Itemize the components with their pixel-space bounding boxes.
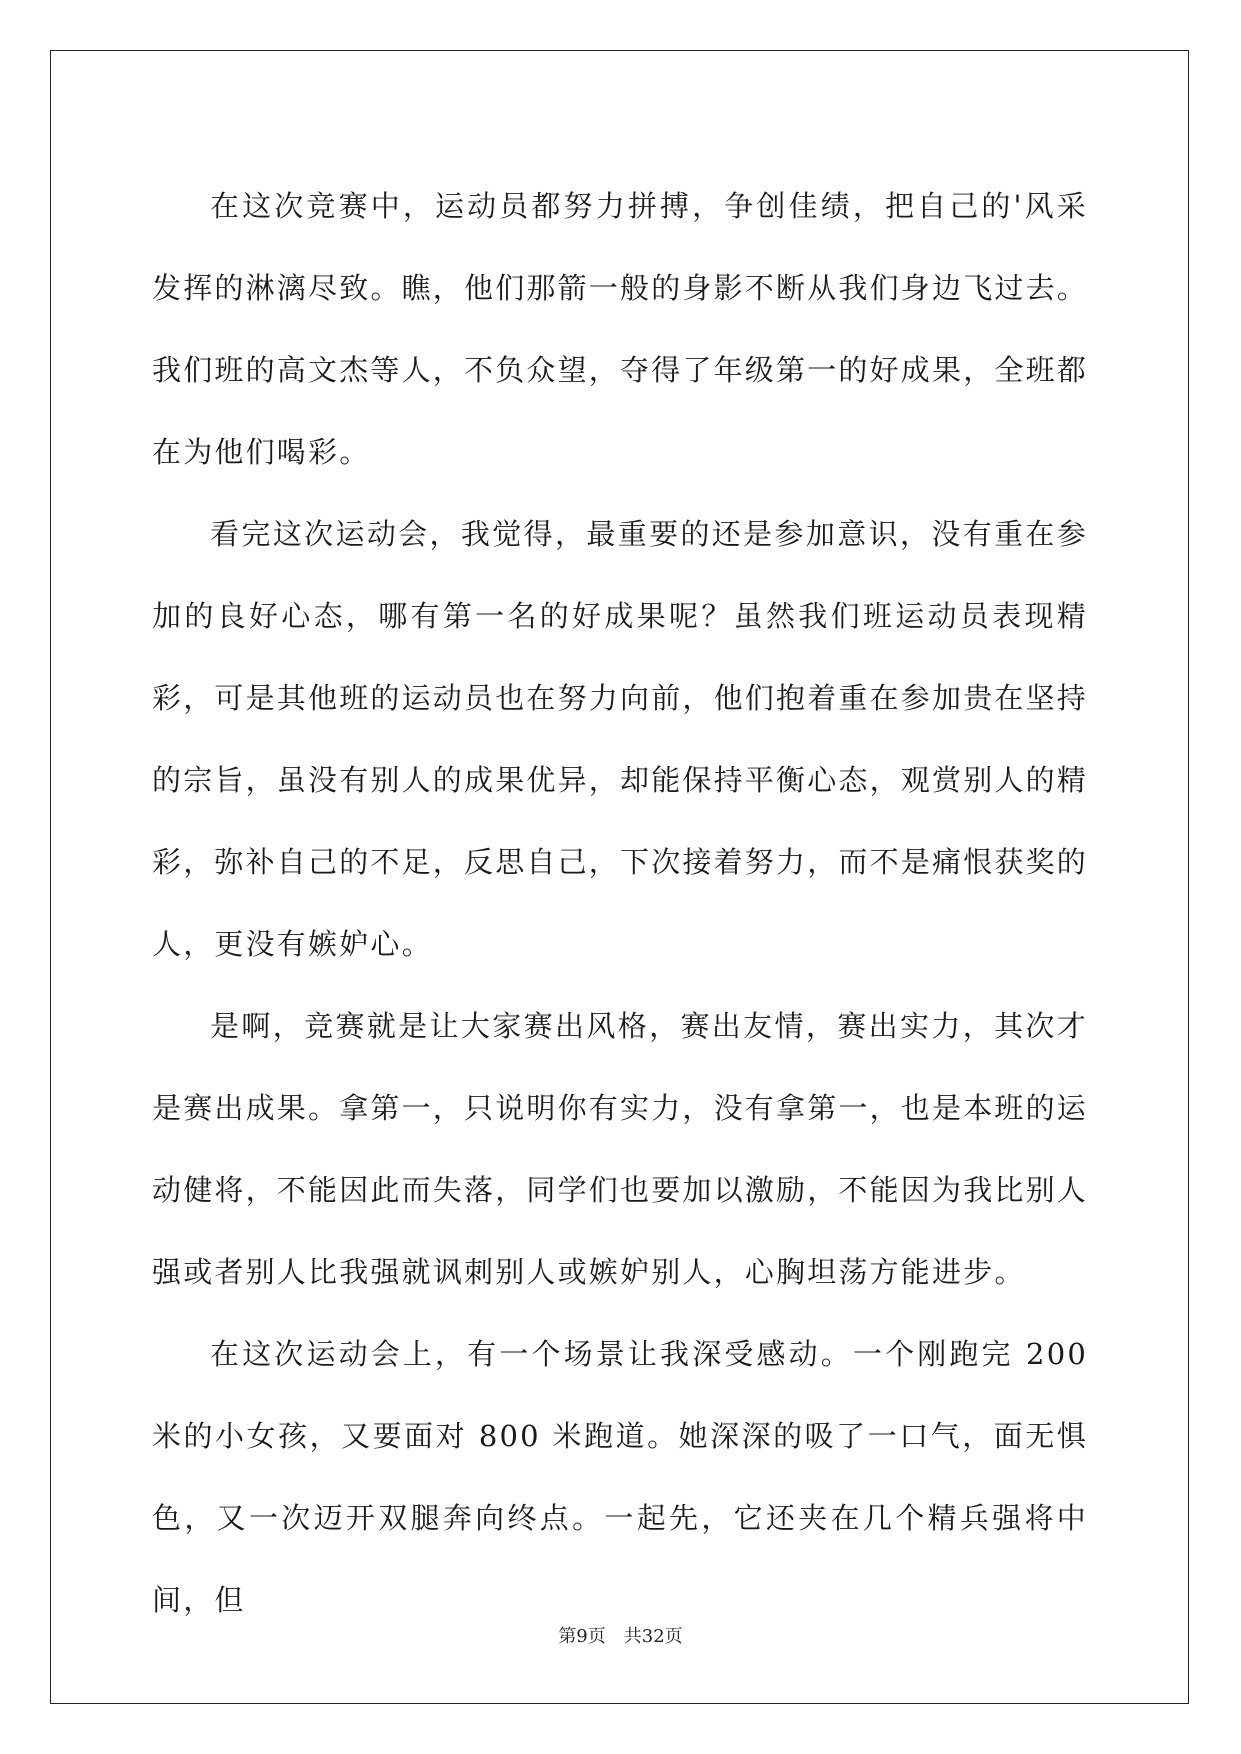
total-page-count: 共32页 [623,1626,683,1647]
document-body [152,165,1088,1641]
current-page-number: 第9页 [558,1626,606,1647]
paragraph-3: 是啊，竞赛就是让大家赛出风格，赛出友情，赛出实力，其次才是赛出成果。拿第一，只说明你有实力，没有拿第一，也是本班的运动健将，不能因此而失落，同学们也要加以激励，不能因为我比别人强或者别人比我强就讽刺别人或嫉妒别人，心胸坦荡方能进步。 [152,1009,1089,1289]
page-footer [0,1622,1241,1648]
paragraph-4: 在这次运动会上，有一个场景让我深受感动。一个刚跑完 200 米的小女孩，又要面对 800 米跑道。她深深的吸了一口气，面无惧色，又一次迈开双腿奔向终点。一起先，它还夹在几个精兵强将中间，但 [152,1337,1088,1617]
paragraph-2: 看完这次运动会，我觉得，最重要的还是参加意识，没有重在参加的良好心态，哪有第一名的好成果呢？虽然我们班运动员表现精彩，可是其他班的运动员也在努力向前，他们抱着重在参加贵在坚持的宗旨，虽没有别人的成果优异，却能保持平衡心态，观赏别人的精彩，弥补自己的不足，反思自己，下次接着努力，而不是痛恨获奖的人，更没有嫉妒心。 [152,517,1089,961]
paragraph-1: 在这次竞赛中，运动员都努力拼搏，争创佳绩，把自己的'风采发挥的淋漓尽致。瞧，他们那箭一般的身影不断从我们身边飞过去。我们班的高文杰等人，不负众望，夺得了年级第一的好成果，全班都在为他们喝彩。 [152,189,1089,469]
